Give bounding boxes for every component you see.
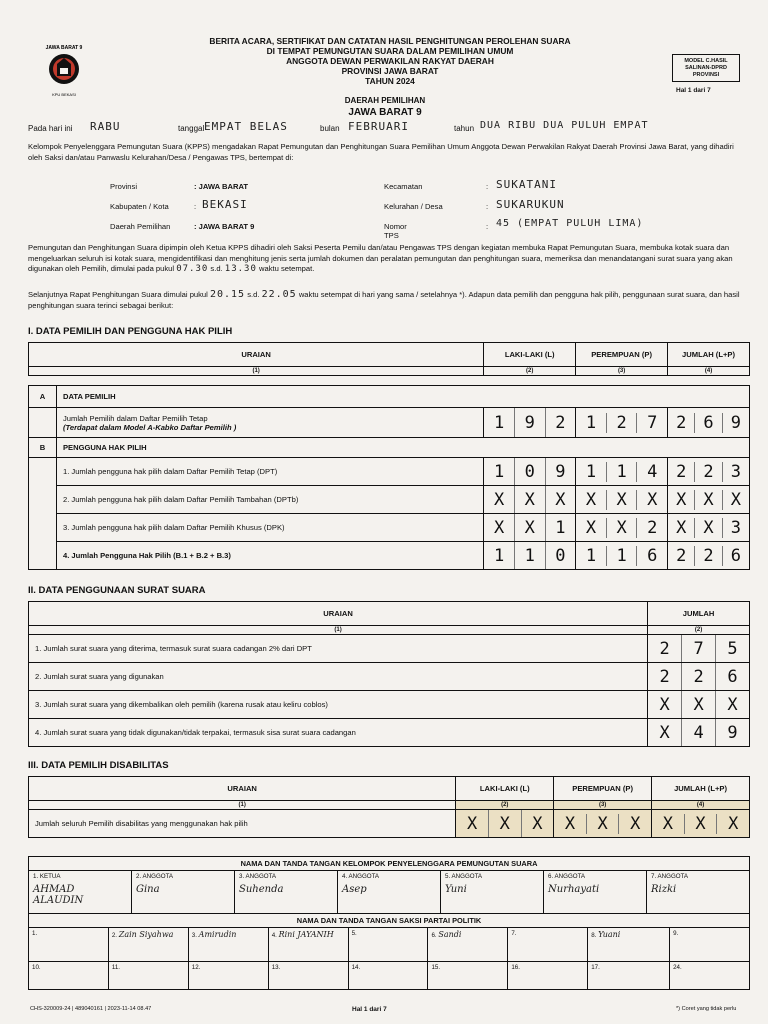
saksi-number: 12. bbox=[191, 964, 201, 971]
digit: 2 bbox=[681, 663, 715, 690]
digit: X bbox=[676, 489, 687, 510]
sd-label: s.d. bbox=[247, 290, 260, 299]
footer-note: *) Coret yang tidak perlu bbox=[676, 1006, 737, 1012]
kpps-sign-cell bbox=[647, 871, 749, 913]
kpps-role: 5. ANGGOTA bbox=[445, 873, 483, 880]
kpps-sign-cell bbox=[132, 871, 235, 913]
row-letter: B bbox=[29, 438, 57, 458]
saksi-sign-title: NAMA DAN TANDA TANGAN SAKSI PARTAI POLITIK bbox=[29, 914, 750, 928]
kabupaten-value: BEKASI bbox=[202, 198, 248, 211]
saksi-signature: Rini JAYANIH bbox=[278, 930, 334, 939]
s2-row-value bbox=[648, 719, 750, 747]
digit: X bbox=[606, 490, 637, 510]
kpps-signature: Nurhayati bbox=[548, 884, 600, 895]
section-a-title: DATA PEMILIH bbox=[56, 386, 749, 408]
dpt-laki bbox=[484, 408, 576, 438]
kpps-sign-cell bbox=[441, 871, 544, 913]
digit: 5 bbox=[715, 635, 749, 662]
tahun-label: tahun bbox=[454, 124, 475, 133]
digit: X bbox=[676, 517, 687, 538]
model-line: PROVINSI bbox=[692, 72, 720, 78]
col-number: (3) bbox=[576, 367, 668, 376]
saksi-signature: Amirudin bbox=[198, 930, 237, 939]
digit: X bbox=[493, 517, 505, 538]
digit: 2 bbox=[676, 545, 687, 566]
b2-perempuan bbox=[576, 486, 668, 514]
section-1-table bbox=[28, 342, 750, 570]
model-line: SALINAN-DPRD bbox=[685, 65, 727, 71]
section-2-table bbox=[28, 601, 750, 747]
saksi-number: 1. bbox=[32, 930, 38, 937]
digit: X bbox=[618, 814, 651, 834]
kpps-sign-cell bbox=[338, 871, 441, 913]
dp-value: JAWA BARAT 9 bbox=[348, 107, 422, 118]
svg-text:KPU BEKASI: KPU BEKASI bbox=[52, 92, 76, 97]
s2-row-value bbox=[648, 663, 750, 691]
count-paragraph bbox=[28, 290, 750, 311]
digit: X bbox=[586, 814, 619, 834]
model-box bbox=[672, 54, 740, 82]
row-letter: A bbox=[29, 386, 57, 408]
s2-row-label: 4. Jumlah surat suara yang tidak digunakan/tidak terpakai, termasuk sisa surat suara cadangan bbox=[29, 719, 648, 747]
digit: 1 bbox=[493, 412, 505, 433]
col-number: (1) bbox=[29, 801, 456, 810]
title-line: BERITA ACARA, SERTIFIKAT DAN CATATAN HASIL PENGHITUNGAN PEROLEHAN SUARA bbox=[209, 36, 571, 46]
col-number: (1) bbox=[29, 626, 648, 635]
digit: X bbox=[514, 486, 545, 513]
kpps-role: 4. ANGGOTA bbox=[342, 873, 380, 880]
s2-row-value bbox=[648, 691, 750, 719]
saksi-cell bbox=[268, 962, 348, 990]
sd-label: s.d. bbox=[210, 264, 223, 273]
digit: X bbox=[521, 810, 554, 837]
hitung-mulai: 20.15 bbox=[209, 289, 246, 300]
digit: 1 bbox=[493, 545, 505, 566]
disabilitas-laki bbox=[456, 810, 554, 838]
section-b-title: PENGGUNA HAK PILIH bbox=[56, 438, 749, 458]
kelurahan-label: Kelurahan / Desa bbox=[384, 202, 443, 211]
dateline bbox=[28, 120, 748, 140]
location-block: Provinsi : JAWA BARAT Kabupaten / Kota : BEKASI Daerah Pemilihan : JAWA BARAT 9 Kecamatan : SUKATANI Kelurahan / Desa : SUKARUKUN Nomor TPS : 45 (EMPAT PULUH LIMA) bbox=[110, 180, 750, 238]
digit: 1 bbox=[606, 462, 637, 482]
digit: 2 bbox=[636, 518, 667, 538]
svg-text:JAWA BARAT 9: JAWA BARAT 9 bbox=[45, 45, 83, 51]
digit: 1 bbox=[585, 545, 597, 566]
digit: 9 bbox=[514, 408, 545, 437]
kpps-role: 6. ANGGOTA bbox=[548, 873, 586, 880]
saksi-cell bbox=[588, 962, 670, 990]
dpt-label: Jumlah Pemilih dalam Daftar Pemilih Tetap bbox=[62, 413, 208, 423]
s2-row-label: 1. Jumlah surat suara yang diterima, termasuk surat suara cadangan 2% dari DPT bbox=[29, 635, 648, 663]
saksi-cell bbox=[108, 928, 188, 962]
kpps-role: 2. ANGGOTA bbox=[136, 873, 174, 880]
digit: 1 bbox=[606, 546, 637, 566]
digit: 9 bbox=[715, 719, 749, 746]
section-3-title: III. DATA PEMILIH DISABILITAS bbox=[28, 760, 169, 771]
kpu-logo bbox=[40, 42, 88, 100]
b1-perempuan bbox=[576, 458, 668, 486]
b2-label: 2. Jumlah pengguna hak pilih dalam Daftar Pemilih Tambahan (DPTb) bbox=[56, 486, 483, 514]
digit: 7 bbox=[636, 413, 667, 433]
count-text-a: Selanjutnya Rapat Penghitungan Suara dimulai pukul bbox=[28, 290, 208, 299]
digit: 2 bbox=[694, 546, 721, 566]
saksi-cell bbox=[428, 962, 508, 990]
kpps-signature: Rizki bbox=[651, 884, 677, 895]
digit: X bbox=[585, 517, 597, 538]
saksi-number: 7. bbox=[511, 930, 517, 937]
saksi-number: 8. bbox=[591, 932, 597, 939]
digit: 4 bbox=[681, 719, 715, 746]
signature-table bbox=[28, 856, 750, 990]
col-number: (4) bbox=[668, 367, 750, 376]
digit: X bbox=[694, 490, 721, 510]
digit: X bbox=[716, 814, 749, 834]
digit: 6 bbox=[694, 413, 721, 433]
digit: 0 bbox=[545, 542, 576, 569]
b1-jumlah bbox=[668, 458, 750, 486]
tps-value: 45 (EMPAT PULUH LIMA) bbox=[496, 218, 644, 229]
saksi-cell bbox=[29, 962, 109, 990]
pukul-mulai: 07.30 bbox=[176, 264, 209, 274]
digit: 6 bbox=[715, 663, 749, 690]
saksi-cell bbox=[188, 928, 268, 962]
disabilitas-label: Jumlah seluruh Pemilih disabilitas yang menggunakan hak pilih bbox=[29, 810, 456, 838]
pukul-selesai: 13.30 bbox=[224, 264, 257, 274]
digit: 2 bbox=[659, 666, 670, 687]
s2-row-label: 2. Jumlah surat suara yang digunakan bbox=[29, 663, 648, 691]
kpps-role: 7. ANGGOTA bbox=[651, 873, 689, 880]
header-laki: LAKI-LAKI (L) bbox=[484, 343, 576, 367]
kelurahan-value: SUKARUKUN bbox=[496, 198, 565, 211]
digit: X bbox=[636, 490, 667, 510]
saksi-number: 3. bbox=[191, 932, 197, 939]
saksi-number: 11. bbox=[111, 964, 121, 971]
digit: X bbox=[545, 486, 576, 513]
col-number: (2) bbox=[648, 626, 750, 635]
saksi-number: 4. bbox=[271, 932, 277, 939]
dp-label: DAERAH PEMILIHAN bbox=[344, 96, 426, 105]
b3-perempuan bbox=[576, 514, 668, 542]
digit: X bbox=[659, 722, 670, 743]
tanggal-value: EMPAT BELAS bbox=[204, 120, 288, 133]
b4-jumlah bbox=[668, 542, 750, 570]
kabupaten-label: Kabupaten / Kota bbox=[110, 202, 169, 211]
digit: 6 bbox=[636, 546, 667, 566]
tanggal-label: tanggal bbox=[178, 124, 205, 133]
b2-laki bbox=[484, 486, 576, 514]
saksi-cell bbox=[29, 928, 109, 962]
kpps-signature: Asep bbox=[342, 884, 367, 895]
b3-jumlah bbox=[668, 514, 750, 542]
col-number: (2) bbox=[456, 801, 554, 810]
kpps-signature: Suhenda bbox=[239, 884, 284, 895]
col-number: (4) bbox=[652, 801, 750, 810]
kpps-role: 3. ANGGOTA bbox=[239, 873, 277, 880]
disabilitas-jumlah bbox=[652, 810, 750, 838]
saksi-cell bbox=[188, 962, 268, 990]
saksi-number: 9. bbox=[673, 930, 679, 937]
digit: X bbox=[493, 489, 505, 510]
section-3-table bbox=[28, 776, 750, 838]
intro-paragraph: Kelompok Penyelenggara Pemungutan Suara (KPPS) mengadakan Rapat Pemungutan dan Penghitungan Suara Pemilihan Umum Anggota Dewan Perwakilan Rakyat Daerah Provinsi Jawa Barat, yang dihadiri oleh Saksi dan/atau Panwaslu Kelurahan/Desa / Pengawas TPS, bertempat di: bbox=[28, 142, 734, 162]
s2-row-label bbox=[29, 691, 648, 719]
header-uraian: URAIAN bbox=[29, 343, 484, 367]
header-uraian: URAIAN bbox=[29, 777, 456, 801]
provinsi-label: Provinsi bbox=[110, 182, 138, 191]
title-line: TAHUN 2024 bbox=[365, 76, 415, 86]
saksi-cell bbox=[508, 928, 588, 962]
b4-label: 4. Jumlah Pengguna Hak Pilih (B.1 + B.2 + B.3) bbox=[56, 542, 483, 570]
saksi-signature: Zain Siyahwa bbox=[118, 930, 174, 939]
header-jumlah: JUMLAH bbox=[648, 602, 750, 626]
kpps-sign-title: NAMA DAN TANDA TANGAN KELOMPOK PENYELENGGARA PEMUNGUTAN SUARA bbox=[29, 857, 750, 871]
kecamatan-label: Kecamatan bbox=[384, 182, 423, 191]
digit: 2 bbox=[659, 638, 670, 659]
b4-perempuan bbox=[576, 542, 668, 570]
saksi-cell bbox=[108, 962, 188, 990]
kecamatan-value: SUKATANI bbox=[496, 178, 557, 191]
disabilitas-perempuan bbox=[554, 810, 652, 838]
digit: X bbox=[467, 813, 478, 834]
hitung-selesai: 22.05 bbox=[261, 289, 297, 300]
digit: 1 bbox=[585, 461, 597, 482]
header-perempuan: PEREMPUAN (P) bbox=[576, 343, 668, 367]
b1-label: 1. Jumlah pengguna hak pilih dalam Daftar Pemilih Tetap (DPT) bbox=[56, 458, 483, 486]
procedure-text: Pemungutan dan Penghitungan Suara dipimpin oleh Ketua KPPS dihadiri oleh Saksi Peserta Pemilu dan/atau Pengawas TPS dengan kegiatan membuka Rapat Pemungutan Suara, membuka kotak suara dan mengeluarkan seluruh isi kotak suara, mengidentifikasi dan menghitung jenis serta jumlah dokumen dan peralatan pemungutan dan penghitungan suara, memeriksa dan menandatangani surat suara yang akan digunakan oleh Pemilih, dimulai pada pukul bbox=[28, 243, 733, 273]
col-number: (1) bbox=[29, 367, 484, 376]
hari-value: RABU bbox=[90, 120, 121, 133]
section-1-title: I. DATA PEMILIH DAN PENGGUNA HAK PILIH bbox=[28, 326, 233, 337]
tps-label: Nomor TPS bbox=[384, 222, 407, 240]
document-title bbox=[150, 36, 630, 86]
digit: 1 bbox=[514, 542, 545, 569]
b2-jumlah bbox=[668, 486, 750, 514]
digit: 2 bbox=[676, 412, 687, 433]
title-line: PROVINSI JAWA BARAT bbox=[341, 66, 439, 76]
digit: 0 bbox=[514, 458, 545, 485]
title-line: DI TEMPAT PEMUNGUTAN SUARA DALAM PEMILIHAN UMUM bbox=[266, 46, 514, 56]
procedure-paragraph bbox=[28, 243, 750, 275]
section-2-title: II. DATA PENGGUNAAN SURAT SUARA bbox=[28, 585, 206, 596]
header-perempuan: PEREMPUAN (P) bbox=[554, 777, 652, 801]
dapil-value: : JAWA BARAT 9 bbox=[194, 222, 255, 231]
header-jumlah: JUMLAH (L+P) bbox=[668, 343, 750, 367]
dpt-jumlah bbox=[668, 408, 750, 438]
col-number: (3) bbox=[554, 801, 652, 810]
kpps-signature: Gina bbox=[136, 884, 160, 895]
digit: X bbox=[606, 518, 637, 538]
saksi-cell bbox=[268, 928, 348, 962]
digit: X bbox=[514, 514, 545, 541]
kpps-role: 1. KETUA bbox=[33, 873, 61, 880]
b1-laki bbox=[484, 458, 576, 486]
kpps-signature: AHMAD ALAUDIN bbox=[33, 884, 84, 906]
page-indicator: Hal 1 dari 7 bbox=[676, 87, 711, 94]
saksi-number: 24. bbox=[673, 964, 682, 971]
dpt-perempuan bbox=[576, 408, 668, 438]
saksi-cell bbox=[588, 928, 670, 962]
kpps-sign-cell bbox=[29, 871, 132, 913]
model-line: MODEL C.HASIL bbox=[684, 58, 728, 64]
digit: 3 bbox=[722, 462, 749, 482]
saksi-cell bbox=[428, 928, 508, 962]
digit: X bbox=[694, 518, 721, 538]
b3-label: 3. Jumlah pengguna hak pilih dalam Daftar Pemilih Khusus (DPK) bbox=[56, 514, 483, 542]
saksi-number: 17. bbox=[591, 964, 600, 971]
digit: X bbox=[659, 694, 670, 715]
saksi-signature: Sandi bbox=[438, 930, 462, 939]
b3-laki bbox=[484, 514, 576, 542]
digit: X bbox=[722, 490, 749, 510]
dpt-row-label bbox=[56, 408, 483, 438]
count-text-b: waktu setempat di hari yang sama / setelahnya *). Adapun data pemilih dan pengguna hak pilih, penggunaan surat suara, dan hasil penghitungan suara terinci sebagai berikut: bbox=[28, 290, 740, 310]
bulan-label: bulan bbox=[320, 124, 340, 133]
saksi-cell bbox=[508, 962, 588, 990]
kpps-sign-cell bbox=[235, 871, 338, 913]
s2-row-value bbox=[648, 635, 750, 663]
saksi-number: 16. bbox=[511, 964, 520, 971]
saksi-number: 5. bbox=[351, 930, 357, 937]
digit: 6 bbox=[722, 546, 749, 566]
digit: X bbox=[681, 691, 715, 718]
dapil-label: Daerah Pemilihan bbox=[110, 222, 171, 231]
saksi-cell bbox=[348, 928, 428, 962]
daerah-pemilihan bbox=[290, 96, 480, 118]
saksi-number: 14. bbox=[351, 964, 361, 971]
waktu-label: waktu setempat. bbox=[259, 264, 315, 273]
saksi-number: 10. bbox=[32, 964, 41, 971]
bulan-value: FEBRUARI bbox=[348, 120, 409, 133]
saksi-cell bbox=[348, 962, 428, 990]
digit: X bbox=[662, 813, 674, 834]
kpps-signature: Yuni bbox=[445, 884, 467, 895]
tahun-value: DUA RIBU DUA PULUH EMPAT bbox=[480, 120, 649, 131]
digit: X bbox=[564, 813, 576, 834]
saksi-number: 6. bbox=[431, 932, 437, 939]
digit: 7 bbox=[681, 635, 715, 662]
dateline-label: Pada hari ini bbox=[28, 124, 73, 133]
footer-code: CHS-320009-24 | 489040161 | 2023-11-14 08.47 bbox=[30, 1006, 152, 1012]
b4-laki bbox=[484, 542, 576, 570]
header-uraian: URAIAN bbox=[29, 602, 648, 626]
header-laki: LAKI-LAKI (L) bbox=[456, 777, 554, 801]
digit: 1 bbox=[493, 461, 505, 482]
digit: X bbox=[715, 691, 749, 718]
digit: 4 bbox=[636, 462, 667, 482]
digit: 9 bbox=[545, 458, 576, 485]
col-number: (2) bbox=[484, 367, 576, 376]
saksi-number: 13. bbox=[271, 964, 281, 971]
digit: 2 bbox=[606, 413, 637, 433]
saksi-number: 15. bbox=[431, 964, 441, 971]
digit: 3 bbox=[722, 518, 749, 538]
provinsi-value: : JAWA BARAT bbox=[194, 182, 248, 191]
digit: 1 bbox=[545, 514, 576, 541]
saksi-cell bbox=[670, 928, 750, 962]
digit: 2 bbox=[694, 462, 721, 482]
digit: 1 bbox=[585, 412, 597, 433]
kpps-sign-cell bbox=[544, 871, 647, 913]
digit: 2 bbox=[545, 408, 576, 437]
digit: X bbox=[488, 810, 521, 837]
saksi-cell bbox=[670, 962, 750, 990]
saksi-number: 2. bbox=[111, 932, 118, 939]
dpt-sub-label: (Terdapat dalam Model A-Kabko Daftar Pemilih ) bbox=[62, 422, 237, 432]
title-line: ANGGOTA DEWAN PERWAKILAN RAKYAT DAERAH bbox=[286, 56, 494, 66]
digit: 2 bbox=[676, 461, 687, 482]
saksi-signature: Yuani bbox=[598, 930, 621, 939]
digit: X bbox=[684, 814, 717, 834]
digit: X bbox=[585, 489, 597, 510]
digit: 9 bbox=[722, 413, 749, 433]
header-jumlah: JUMLAH (L+P) bbox=[652, 777, 750, 801]
s2-row-text: 3. Jumlah surat suara yang dikembalikan oleh pemilih (karena rusak atau keliru coblos) bbox=[35, 700, 328, 709]
footer-page: Hal 1 dari 7 bbox=[352, 1006, 387, 1013]
